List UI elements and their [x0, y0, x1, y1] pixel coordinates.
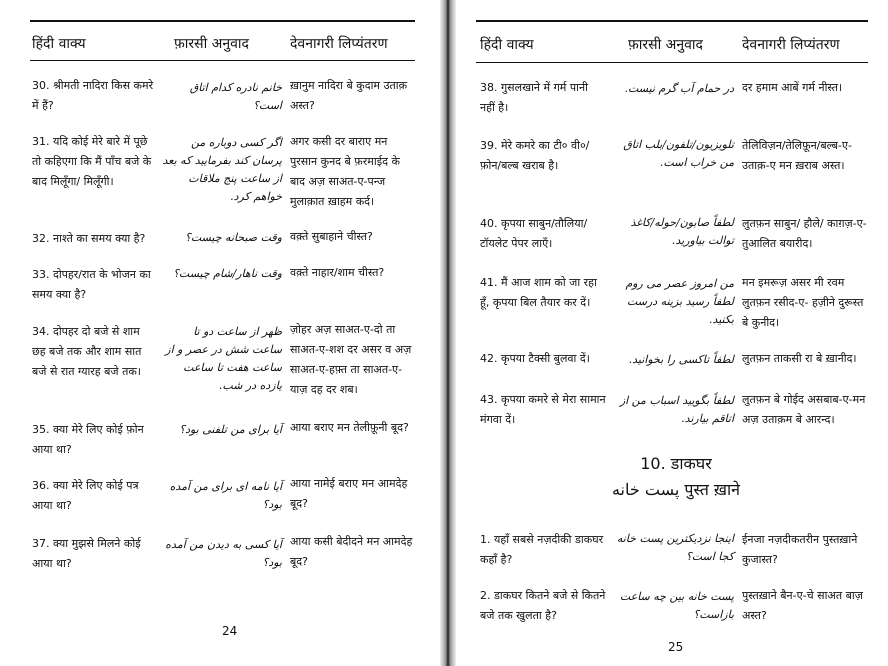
devanagari-transliteration: आया कसी बेदीदने मन आमदेह बूद?	[290, 535, 413, 568]
hindi-sentence: 34. दोपहर दो बजे से शाम छह बजे तक और शाम सात बजे से रात ग्यारह बजे तक।	[32, 325, 142, 378]
farsi-translation: ظهر از ساعت دو تا ساعت شش در عصر و از ساعت هفت تا ساعت یازده در شب.	[165, 325, 282, 392]
farsi-translation: لطفاً تاکسی را بخوانید.	[628, 353, 734, 366]
farsi-translation: تلویزیون/تلفون/بلب اتاق من خراب است.	[623, 138, 734, 169]
farsi-translation: وقت صبحانه چیست؟	[184, 231, 282, 244]
header-devanagari: देवनागरी लिप्यंतरण	[290, 36, 388, 52]
devanagari-transliteration: ईनजा नज़दीकतरीन पुस्तख़ाने कुजास्त?	[742, 533, 858, 566]
devanagari-transliteration: मन इमरूज़ असर मी रवम लुतफ़न रसीद-ए- हज़ीने दुरूस्त बे कुनीद।	[742, 276, 864, 329]
farsi-translation: اینجا نزدیکترین پست خانه کجا است؟	[616, 532, 734, 563]
section-subtitle-farsi	[556, 478, 796, 500]
farsi-translation: خانم نادره کدام اتاق است؟	[189, 81, 282, 112]
farsi-translation: پست خانه بین چه ساعت بازاست؟	[619, 590, 734, 621]
hindi-sentence: 30. श्रीमती नादिरा किस कमरे में हैं?	[32, 79, 154, 112]
devanagari-transliteration: तेलिविज़न/तेलिफ़ून/बल्ब-ए-उताक़-ए मन ख़राब अस्त।	[742, 139, 852, 172]
hindi-sentence: 32. नाश्ते का समय क्या है?	[32, 232, 146, 245]
section-subtitle-translit: पुस्त ख़ाने	[684, 480, 741, 499]
devanagari-transliteration: आया नामेई बराए मन आमदेह बूद?	[290, 477, 408, 510]
hindi-sentence: 42. कृपया टैक्सी बुलवा दें।	[480, 352, 590, 365]
farsi-translation: اگر کسی دوباره من پرسان کند بفرمایید که بعد از ساعت پنج ملاقات خواهم کرد.	[162, 136, 282, 203]
section-subtitle-persian: پست خانه	[611, 480, 680, 499]
devanagari-transliteration: अगर कसी दर बाराए मन पुरसान कुनद बे फ़रमाईद के बाद अज़ साअत-ए-पन्ज मुलाक़ात ख़ाहम कर्द।	[290, 135, 400, 208]
hindi-sentence: 36. क्या मेरे लिए कोई पत्र आया था?	[32, 479, 139, 512]
devanagari-transliteration: लुतफ़न साबुन/ हौले/ काग़ज़-ए-तुआलित बयारीद।	[742, 217, 867, 250]
farsi-translation: من امروز عصر می روم لطفاً رسید بزینه درست بکنید.	[625, 277, 734, 326]
devanagari-transliteration: दर हमाम आबें गर्म नीस्त।	[742, 81, 843, 94]
devanagari-transliteration: आया बराए मन तेलीफ़ूनी बूद?	[290, 421, 409, 434]
header-devanagari: देवनागरी लिप्यंतरण	[742, 37, 840, 53]
hindi-sentence: 41. मैं आज शाम को जा रहा हूँ, कृपया बिल तैयार कर दें।	[480, 276, 597, 309]
book-spine	[440, 0, 456, 666]
farsi-translation: وقت ناهار/شام چیست؟	[173, 267, 282, 280]
hindi-sentence: 1. यहाँ सबसे नज़दीकी डाकघर कहाँ है?	[480, 533, 604, 566]
page-number: 24	[222, 624, 238, 638]
hindi-sentence: 33. दोपहर/रात के भोजन का समय क्या है?	[32, 268, 151, 301]
devanagari-transliteration: ख़ानुम नादिरा बे कुदाम उताक़ अस्त?	[290, 79, 408, 112]
devanagari-transliteration: ज़ोहर अज़ साअत-ए-दो ता साअत-ए-शश दर असर व अज़ साअत-ए-हफ़्त ता साअत-ए-याज़ दह दर शब।	[290, 323, 412, 396]
devanagari-transliteration: वक़्ते सुबाहाने चीस्त?	[290, 230, 373, 243]
hindi-sentence: 43. कृपया कमरे से मेरा सामान मंगवा दें।	[480, 393, 606, 426]
header-bottom-rule	[30, 60, 415, 61]
hindi-sentence: 35. क्या मेरे लिए कोई फ़ोन आया था?	[32, 423, 144, 456]
farsi-translation: در حمام آب گرم نیست.	[624, 82, 734, 95]
farsi-translation: آیا کسی به دیدن من آمده بود؟	[165, 538, 282, 569]
header-farsi: फ़ारसी अनुवाद	[628, 37, 703, 53]
header-top-rule	[476, 20, 868, 22]
header-farsi: फ़ारसी अनुवाद	[174, 36, 249, 52]
left-page	[0, 0, 440, 666]
page-number: 25	[668, 640, 684, 654]
farsi-translation: آیا برای من تلفنی بود؟	[179, 423, 282, 436]
devanagari-transliteration: लुतफ़न बे गोईद असबाब-ए-मन अज़ उताक़म बे आरन्द।	[742, 393, 866, 426]
right-page	[456, 0, 888, 666]
hindi-sentence: 37. क्या मुझसे मिलने कोई आया था?	[32, 537, 141, 570]
farsi-translation: لطفاً بگویید اسباب من از اتاقم بیارند.	[619, 394, 734, 425]
hindi-sentence: 31. यदि कोई मेरे बारे में पूछे तो कहिएगा कि मैं पाँच बजे के बाद मिलूँगा/ मिलूँगी।	[32, 135, 152, 188]
farsi-translation: آیا نامه ای برای من آمده بود؟	[169, 480, 282, 511]
section-title: 10. डाकघर	[640, 454, 712, 473]
farsi-translation: لطفاً صابون/حوله/کاغذ توالت بیاورید.	[630, 216, 734, 247]
header-hindi: हिंदी वाक्य	[480, 37, 534, 53]
devanagari-transliteration: पुस्तख़ाने बैन-ए-चे साअत बाज़ अस्त?	[742, 589, 863, 622]
header-bottom-rule	[476, 62, 868, 63]
devanagari-transliteration: वक़्ते नाहार/शाम चीस्त?	[290, 266, 385, 279]
hindi-sentence: 38. गुसलखाने में गर्म पानी नहीं है।	[480, 81, 588, 114]
hindi-sentence: 40. कृपया साबुन/तौलिया/ टॉयलेट पेपर लाएँ।	[480, 217, 588, 250]
hindi-sentence: 39. मेरे कमरे का टी० वी०/फ़ोन/बल्ब खराब है।	[480, 139, 590, 172]
header-top-rule	[30, 20, 415, 22]
hindi-sentence: 2. डाकघर कितने बजे से कितने बजे तक खुलता है?	[480, 589, 606, 622]
header-hindi: हिंदी वाक्य	[32, 36, 86, 52]
devanagari-transliteration: लुतफ़न ताकसी रा बे ख़ानीद।	[742, 352, 857, 365]
